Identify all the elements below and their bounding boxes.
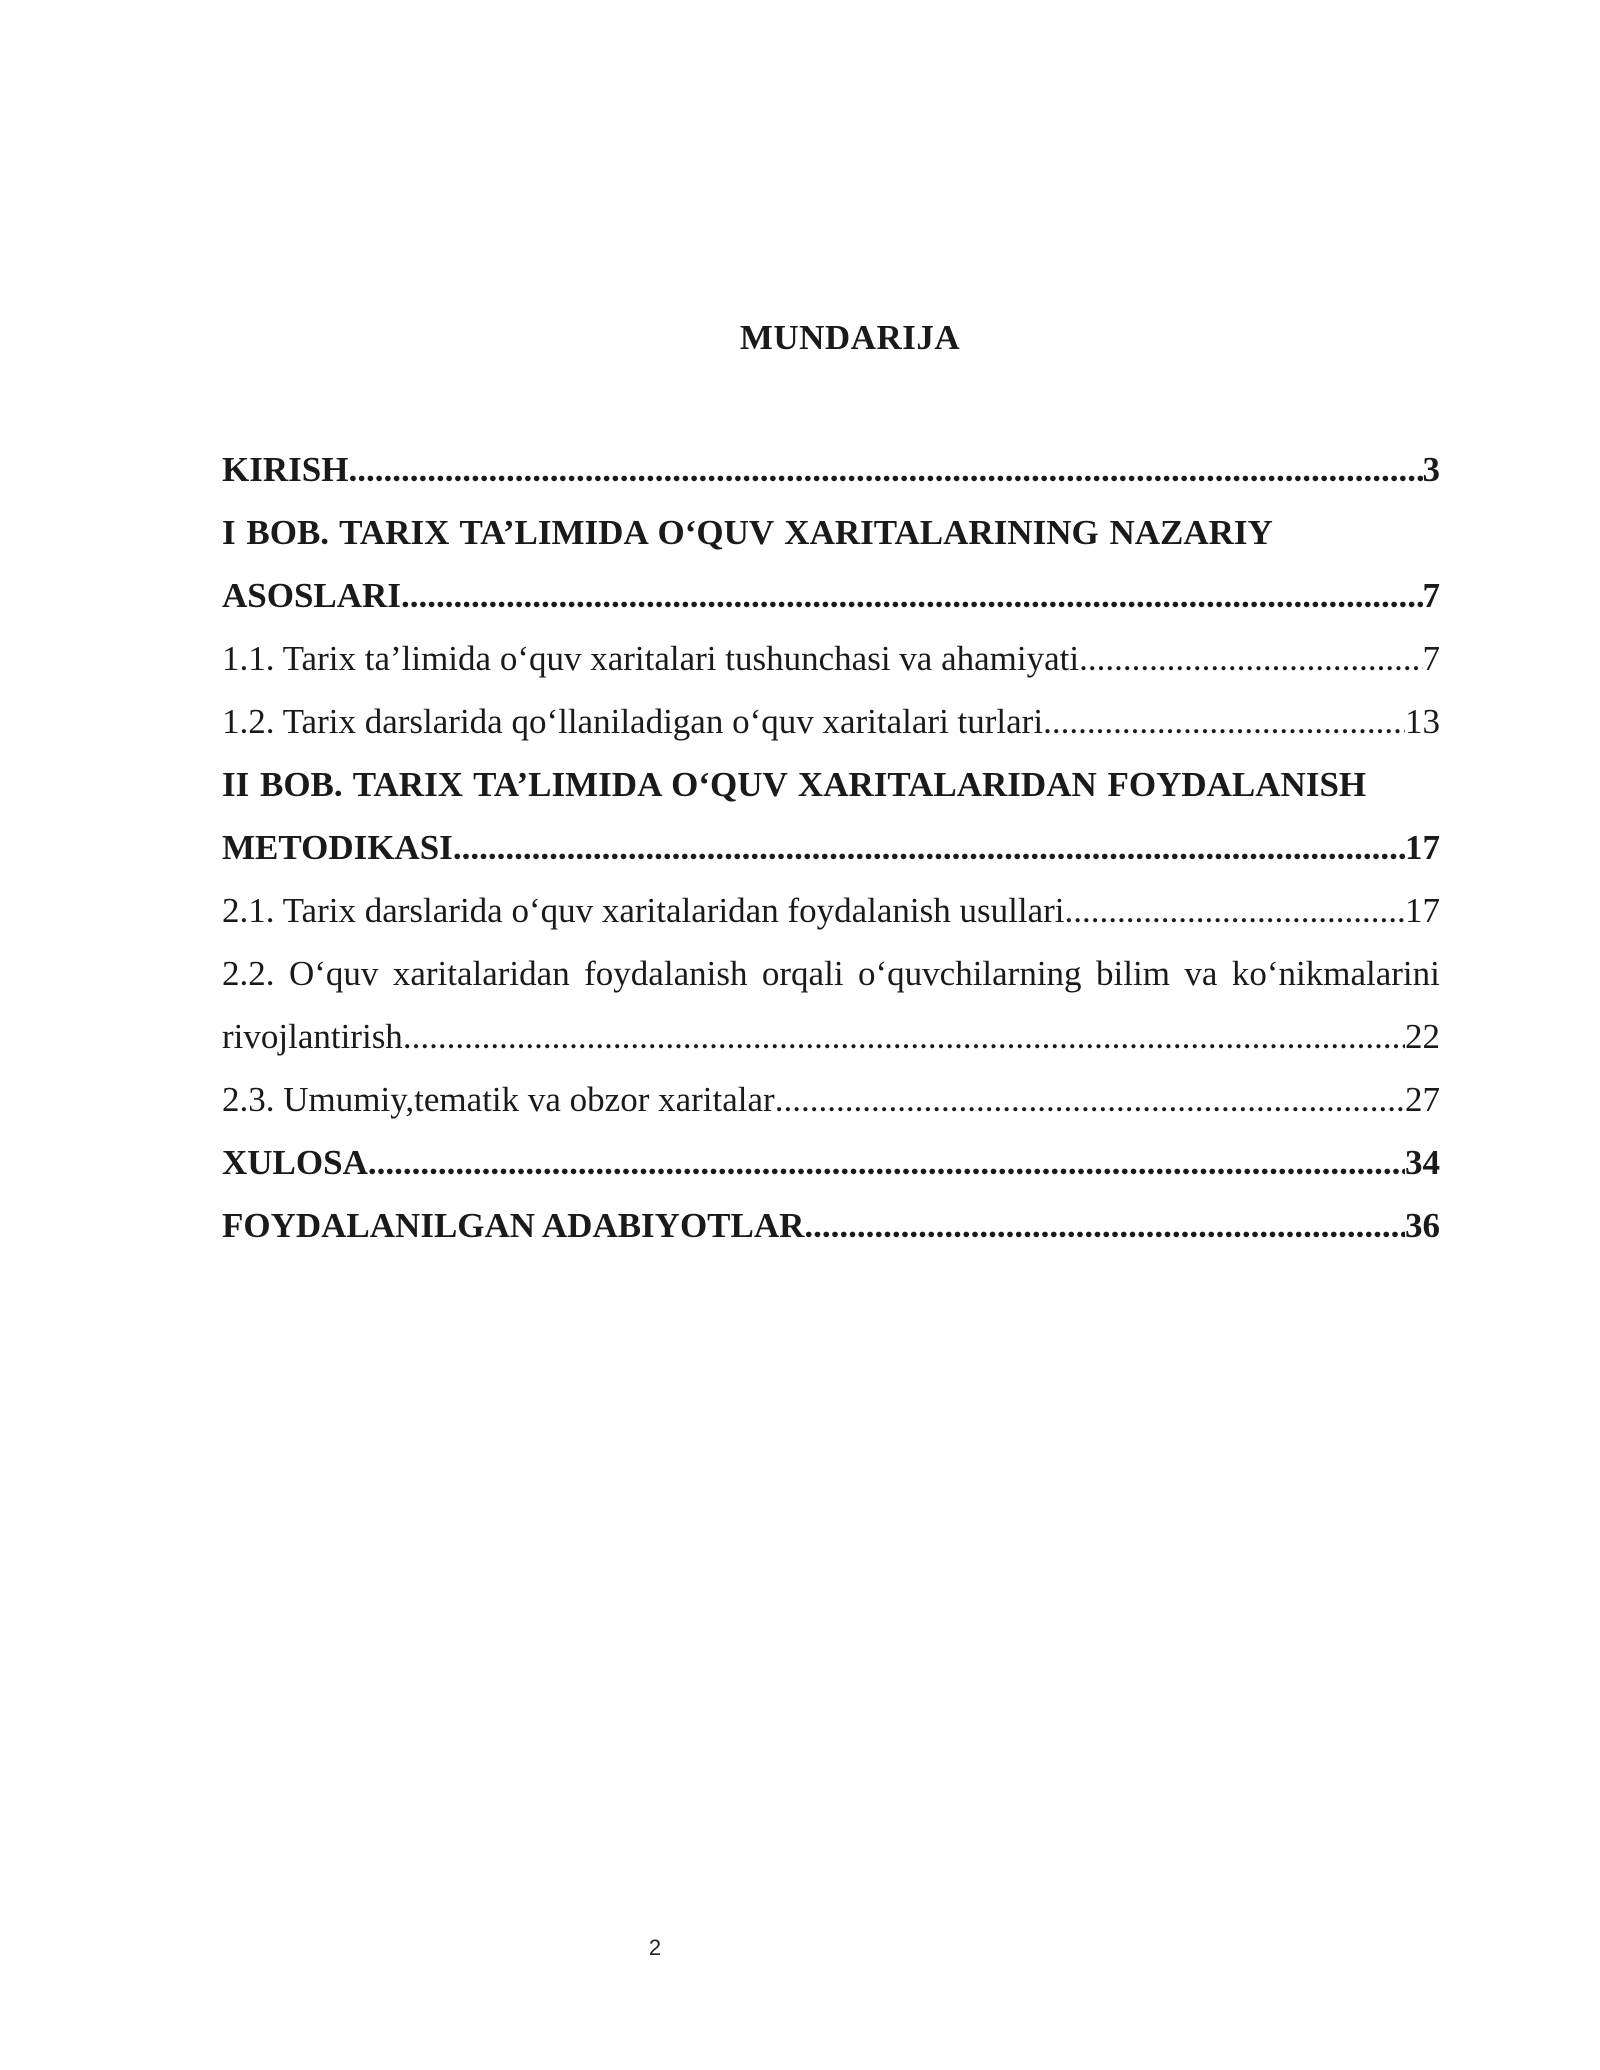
toc-word: va xyxy=(1184,954,1218,993)
toc-word: foydalanish xyxy=(584,954,748,993)
toc-entry-title-line1 xyxy=(222,942,1440,1005)
toc-page-number: 3 xyxy=(1422,450,1440,489)
toc-word: bilim xyxy=(1096,954,1170,993)
toc-entry-section-2-3[interactable] xyxy=(222,1068,1440,1131)
toc-page-number: 27 xyxy=(1405,1080,1440,1119)
toc-word: 2.2. xyxy=(222,954,275,993)
page-number: 2 xyxy=(648,1935,662,1960)
dot-leader xyxy=(348,438,1422,501)
toc-entry-title-line2: METODIKASI xyxy=(222,828,453,867)
toc-entry-title-line1: I BOB. TARIX TA’LIMIDA O‘QUV XARITALARINING NAZARIY xyxy=(222,513,1273,552)
toc-word: o‘quvchilarning xyxy=(858,954,1082,993)
toc-word: O‘quv xyxy=(288,954,379,993)
toc-entry-title-line2: ASOSLARI xyxy=(222,576,401,615)
toc-entry-kirish[interactable] xyxy=(222,438,1440,501)
toc-entry-title-line1: II BOB. TARIX TA’LIMIDA O‘QUV XARITALARIDAN FOYDALANISH xyxy=(222,765,1367,804)
toc-page-number: 17 xyxy=(1405,891,1440,930)
table-of-contents xyxy=(222,438,1440,1257)
dot-leader xyxy=(775,1068,1405,1131)
page-title: MUNDARIJA xyxy=(739,318,961,357)
toc-word: orqali xyxy=(761,954,844,993)
toc-entry-section-2-1[interactable] xyxy=(222,879,1440,942)
toc-entry-section-1-2[interactable] xyxy=(222,690,1440,753)
toc-entry-title: KIRISH xyxy=(222,450,349,489)
toc-page-number: 34 xyxy=(1405,1143,1440,1182)
toc-word: ko‘nikmalarini xyxy=(1231,954,1440,993)
toc-page-number: 22 xyxy=(1405,1017,1440,1056)
toc-page-number: 7 xyxy=(1422,639,1440,678)
toc-entry-chapter-2[interactable] xyxy=(222,753,1440,879)
dot-leader xyxy=(804,1194,1405,1257)
toc-entry-adabiyotlar[interactable] xyxy=(222,1194,1440,1257)
toc-page-number: 17 xyxy=(1405,828,1440,867)
dot-leader xyxy=(401,564,1423,627)
toc-entry-title: 1.2. Tarix darslarida qo‘llaniladigan o‘quv xaritalari turlari xyxy=(222,702,1044,741)
toc-entry-chapter-1[interactable] xyxy=(222,501,1440,627)
toc-entry-title-line2: rivojlantirish xyxy=(222,1017,403,1056)
toc-page-number: 13 xyxy=(1405,702,1440,741)
toc-entry-title: FOYDALANILGAN ADABIYOTLAR xyxy=(222,1206,805,1245)
toc-entry-title: XULOSA xyxy=(222,1143,368,1182)
dot-leader xyxy=(368,1131,1405,1194)
toc-page-number: 7 xyxy=(1422,576,1440,615)
toc-entry-title: 2.1. Tarix darslarida o‘quv xaritalaridan foydalanish usullari xyxy=(222,891,1065,930)
toc-entry-xulosa[interactable] xyxy=(222,1131,1440,1194)
dot-leader xyxy=(403,1005,1405,1068)
toc-entry-section-2-2[interactable] xyxy=(222,942,1440,1068)
dot-leader xyxy=(1079,627,1422,690)
toc-page-number: 36 xyxy=(1405,1206,1440,1245)
dot-leader xyxy=(1043,690,1405,753)
toc-word: xaritalaridan xyxy=(392,954,570,993)
toc-entry-section-1-1[interactable] xyxy=(222,627,1440,690)
toc-entry-title: 1.1. Tarix ta’limida o‘quv xaritalari tushunchasi va ahamiyati xyxy=(222,639,1080,678)
dot-leader xyxy=(453,816,1405,879)
dot-leader xyxy=(1064,879,1405,942)
toc-entry-title: 2.3. Umumiy,tematik va obzor xaritalar xyxy=(222,1080,775,1119)
